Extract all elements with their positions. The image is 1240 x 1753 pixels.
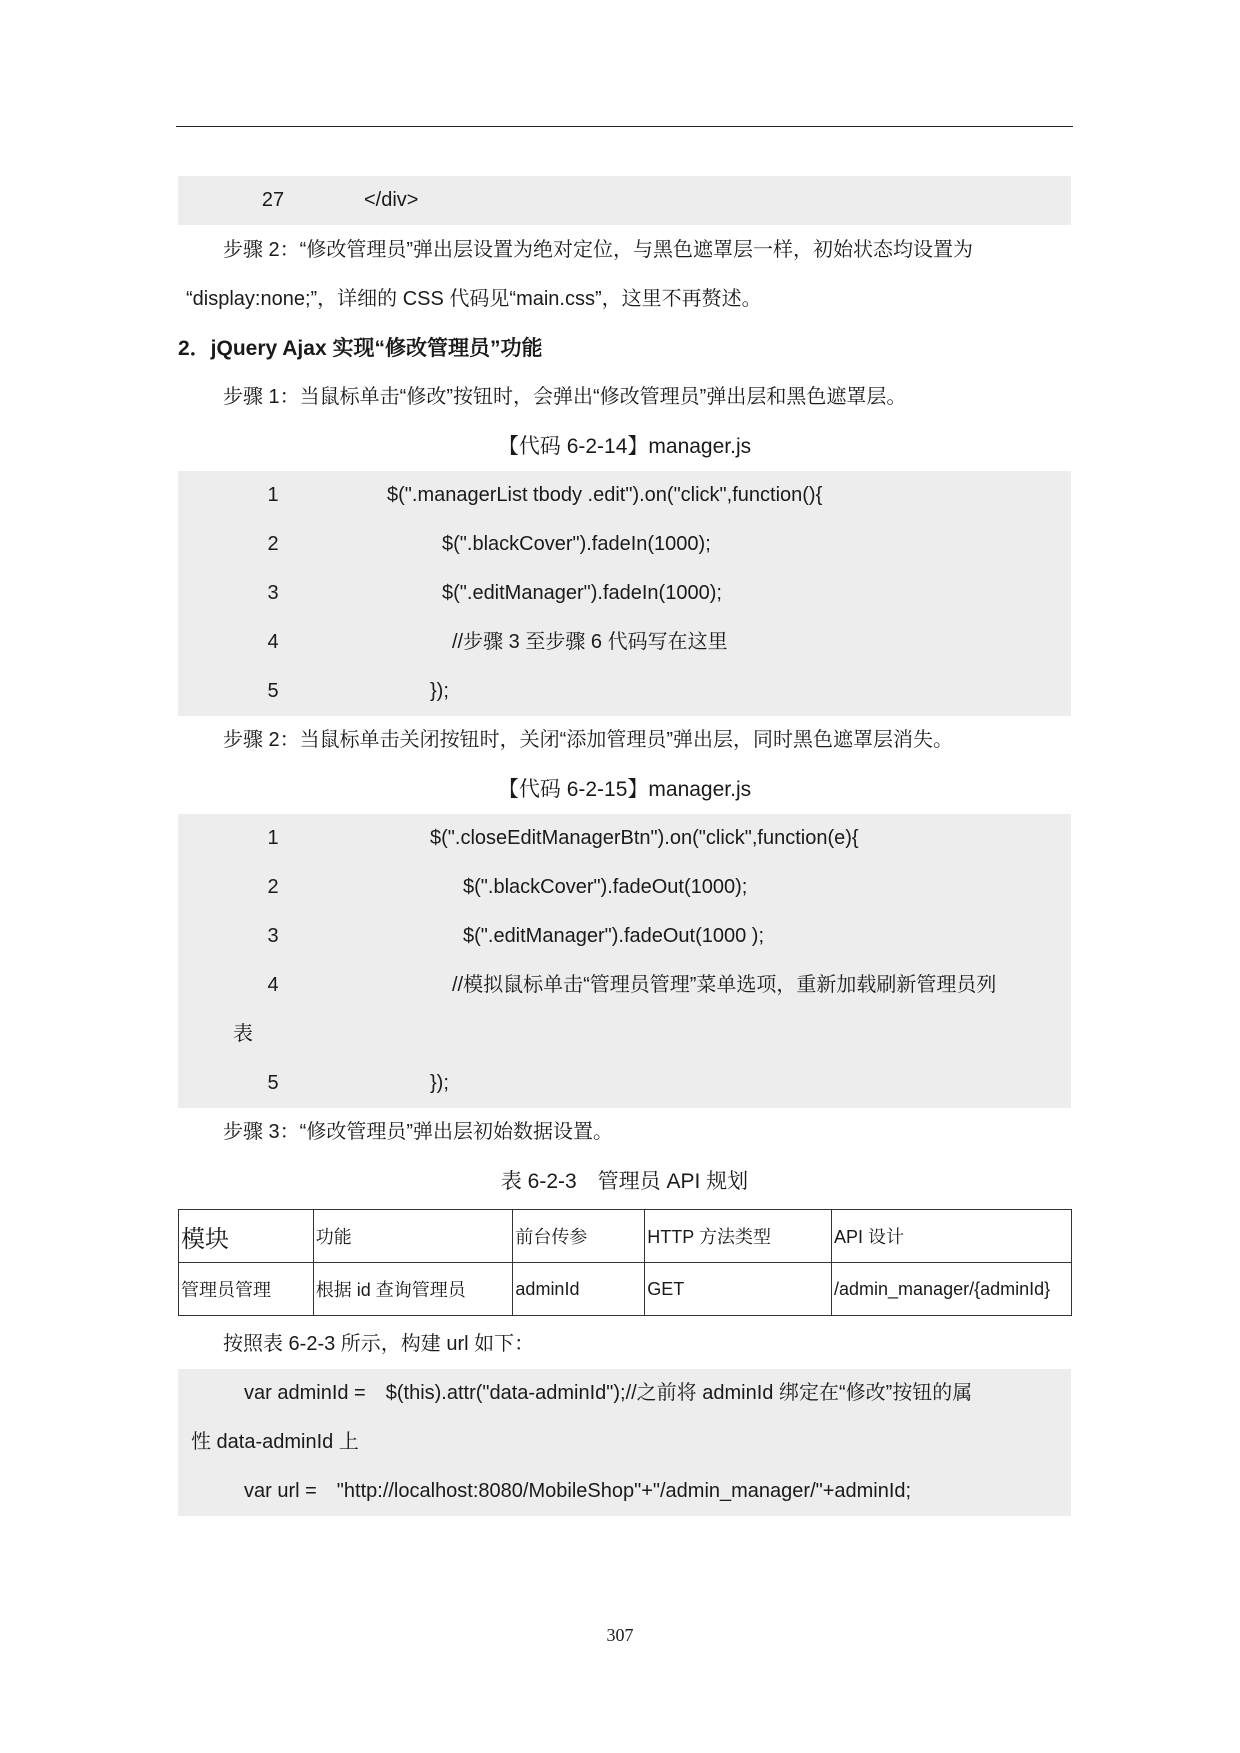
code-line bbox=[178, 961, 1071, 1010]
code-text: $(".editManager").fadeIn(1000); bbox=[442, 582, 722, 604]
line-number: 1 bbox=[267, 827, 279, 849]
line-number: 27 bbox=[261, 189, 285, 211]
code-block-3 bbox=[178, 1369, 1071, 1516]
code-block-top bbox=[178, 176, 1071, 225]
table-cell: /admin_manager/{adminId} bbox=[832, 1263, 1072, 1316]
page-number: 307 bbox=[606, 1625, 634, 1645]
header-cell: API 设计 bbox=[832, 1210, 1072, 1263]
table-cell: adminId bbox=[513, 1263, 645, 1316]
code-line bbox=[178, 176, 1071, 225]
code-line bbox=[178, 863, 1071, 912]
code-line bbox=[178, 912, 1071, 961]
code-line bbox=[178, 1010, 1071, 1059]
header-cell: HTTP 方法类型 bbox=[645, 1210, 832, 1263]
code-text: </div> bbox=[364, 189, 419, 211]
line-number: 5 bbox=[267, 1072, 279, 1094]
table-cell: 根据 id 查询管理员 bbox=[313, 1263, 513, 1316]
code-line bbox=[178, 1369, 1071, 1418]
section-heading: 2．jQuery Ajax 实现“修改管理员”功能 bbox=[178, 337, 543, 360]
code-text: }); bbox=[430, 680, 449, 702]
code-text: 性 data-adminId 上 bbox=[191, 1431, 359, 1453]
step2-css-line1: 步骤 2：“修改管理员”弹出层设置为绝对定位，与黑色遮罩层一样，初始状态均设置为 bbox=[223, 239, 973, 261]
code-text: $(".blackCover").fadeOut(1000); bbox=[463, 876, 748, 898]
line-number: 2 bbox=[267, 876, 279, 898]
code-line bbox=[178, 618, 1071, 667]
header-cell: 模块 bbox=[179, 1210, 314, 1263]
table-row bbox=[179, 1263, 1072, 1316]
code-text: //模拟鼠标单击“管理员管理”菜单选项，重新加载刷新管理员列 bbox=[452, 974, 997, 996]
line-number: 1 bbox=[267, 484, 279, 506]
line-number: 4 bbox=[267, 631, 279, 653]
table-caption: 表 6-2-3 管理员 API 规划 bbox=[500, 1170, 749, 1193]
line-number: 2 bbox=[267, 533, 279, 555]
line-number: 4 bbox=[267, 974, 279, 996]
code-line bbox=[178, 1467, 1071, 1516]
api-table bbox=[178, 1209, 1072, 1316]
code-line bbox=[178, 1059, 1071, 1108]
line-number: 3 bbox=[267, 925, 279, 947]
url-intro-text: 按照表 6-2-3 所示，构建 url 如下： bbox=[223, 1333, 535, 1355]
step3-text: 步骤 3：“修改管理员”弹出层初始数据设置。 bbox=[223, 1121, 613, 1143]
step1-text: 步骤 1：当鼠标单击“修改”按钮时，会弹出“修改管理员”弹出层和黑色遮罩层。 bbox=[223, 386, 907, 408]
header-cell: 功能 bbox=[313, 1210, 513, 1263]
step2-css-line2: “display:none;”，详细的 CSS 代码见“main.css”，这里不再赘述。 bbox=[186, 288, 762, 310]
code-text: $(".closeEditManagerBtn").on("click",function(e){ bbox=[430, 827, 859, 849]
code-caption-2: 【代码 6-2-15】manager.js bbox=[497, 778, 752, 801]
code-line bbox=[178, 667, 1071, 716]
table-cell: 管理员管理 bbox=[179, 1263, 314, 1316]
code-caption-1: 【代码 6-2-14】manager.js bbox=[497, 435, 752, 458]
header-rule bbox=[176, 126, 1073, 127]
code-block-1 bbox=[178, 471, 1071, 716]
line-number: 5 bbox=[267, 680, 279, 702]
line-number: 3 bbox=[267, 582, 279, 604]
table-cell: GET bbox=[645, 1263, 832, 1316]
code-text: var url = "http://localhost:8080/MobileShop"+"/admin_manager/"+adminId; bbox=[244, 1480, 912, 1502]
code-text: $(".editManager").fadeOut(1000 ); bbox=[463, 925, 765, 947]
code-text: $(".managerList tbody .edit").on("click",function(){ bbox=[387, 484, 823, 506]
code-line bbox=[178, 814, 1071, 863]
step2-text: 步骤 2：当鼠标单击关闭按钮时，关闭“添加管理员”弹出层，同时黑色遮罩层消失。 bbox=[223, 729, 953, 751]
code-text: var adminId = $(this).attr("data-adminId");//之前将 adminId 绑定在“修改”按钮的属 bbox=[244, 1382, 973, 1404]
code-line bbox=[178, 569, 1071, 618]
code-line bbox=[178, 1418, 1071, 1467]
code-line bbox=[178, 520, 1071, 569]
code-text: //步骤 3 至步骤 6 代码写在这里 bbox=[452, 631, 728, 653]
table-header-row bbox=[179, 1210, 1072, 1263]
code-text: $(".blackCover").fadeIn(1000); bbox=[442, 533, 711, 555]
header-cell: 前台传参 bbox=[513, 1210, 645, 1263]
code-line bbox=[178, 471, 1071, 520]
code-block-2 bbox=[178, 814, 1071, 1108]
code-text: 表 bbox=[233, 1023, 253, 1045]
code-text: }); bbox=[430, 1072, 449, 1094]
